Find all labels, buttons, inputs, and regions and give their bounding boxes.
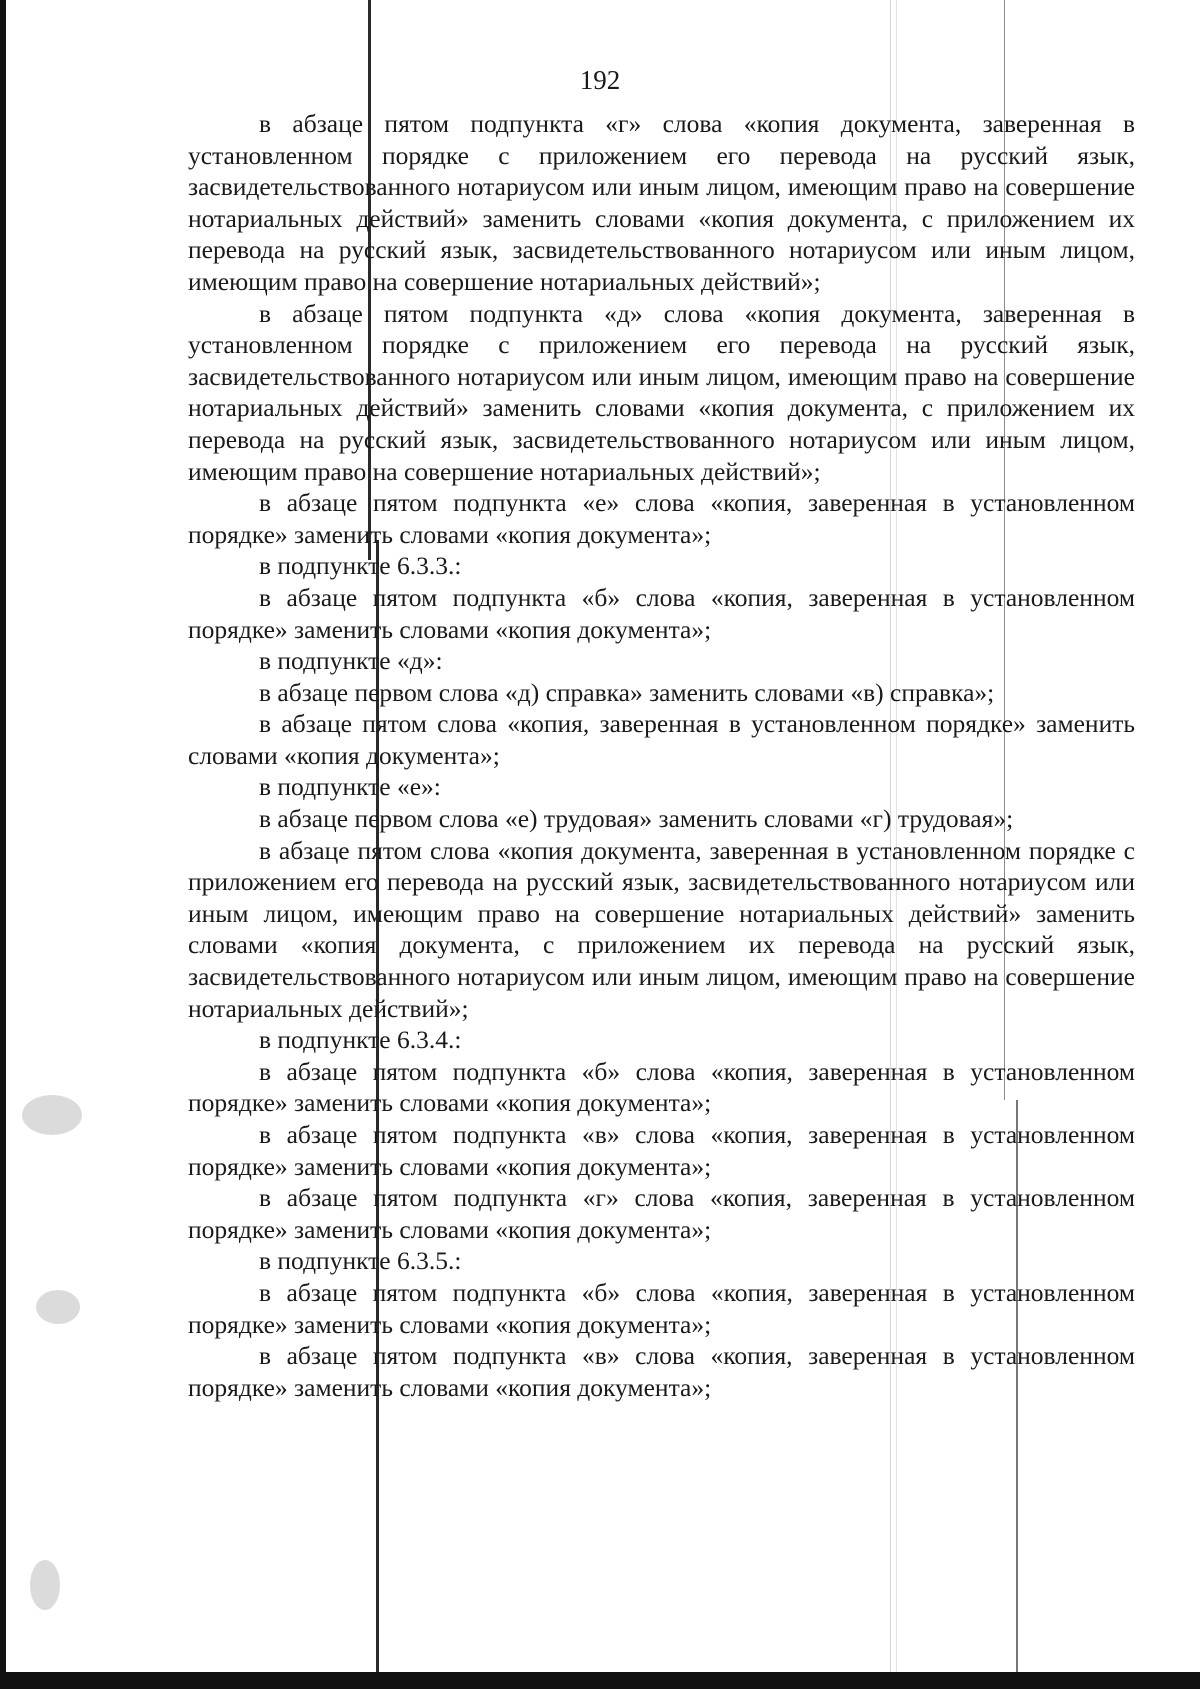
paragraph: в абзаце пятом слова «копия, заверенная в установленном порядке» заменить словами «копия документа»; <box>188 709 1135 770</box>
paragraph: в подпункте 6.3.5.: <box>259 1246 462 1276</box>
paragraph: в абзаце пятом слова «копия документа, заверенная в установленном порядке с приложением его перевода на русский язык, засвидетельствованного нотариусом или иным лицом, имеющим право на совершение нотариальных действий» заменить словами «копия документа, с приложением их перевода на русский язык, засвидетельствованного нотариусом или иным лицом, имеющим право на совершение нотариальных действий»; <box>188 835 1135 1023</box>
paragraph: в абзаце пятом подпункта «б» слова «копия, заверенная в установленном порядке» заменить словами «копия документа»; <box>188 1056 1135 1118</box>
paragraph: в абзаце пятом подпункта «г» слова «копия, заверенная в установленном порядке» заменить словами «копия документа»; <box>188 1183 1135 1244</box>
paragraph: в абзаце первом слова «е) трудовая» заменить словами «г) трудовая»; <box>259 804 1014 834</box>
paragraph: в подпункте «д»: <box>259 646 443 676</box>
scan-edge-bottom <box>0 1672 1200 1689</box>
document-body <box>188 108 1135 1403</box>
paragraph: в абзаце пятом подпункта «д» слова «копия документа, заверенная в установленном порядке с приложением его перевода на русский язык, засвидетельствованного нотариусом или иным лицом, имеющим право на совершение нотариальных действий» заменить словами «копия документа, с приложением их перевода на русский язык, засвидетельствованного нотариусом или иным лицом, имеющим право на совершение нотариальных действий»; <box>188 298 1135 486</box>
paragraph: в абзаце первом слова «д) справка» заменить словами «в) справка»; <box>259 677 995 707</box>
paragraph: в абзаце пятом подпункта «г» слова «копия документа, заверенная в установленном порядке с приложением его перевода на русский язык, засвидетельствованного нотариусом или иным лицом, имеющим право на совершение нотариальных действий» заменить словами «копия документа, с приложением их перевода на русский язык, засвидетельствованного нотариусом или иным лицом, имеющим право на совершение нотариальных действий»; <box>188 109 1135 296</box>
paragraph: в подпункте 6.3.4.: <box>259 1025 462 1055</box>
paragraph: в абзаце пятом подпункта «е» слова «копия, заверенная в установленном порядке» заменить словами «копия документа»; <box>188 488 1135 549</box>
scan-speckle <box>22 1095 82 1135</box>
scan-speckle <box>36 1290 80 1324</box>
paragraph: в абзаце пятом подпункта «б» слова «копия, заверенная в установленном порядке» заменить словами «копия документа»; <box>188 1277 1135 1339</box>
page-number: 192 <box>579 65 621 95</box>
paragraph: в абзаце пятом подпункта «в» слова «копия, заверенная в установленном порядке» заменить словами «копия документа»; <box>188 1120 1135 1181</box>
scan-speckle <box>30 1560 60 1610</box>
paragraph: в абзаце пятом подпункта «б» слова «копия, заверенная в установленном порядке» заменить словами «копия документа»; <box>188 582 1135 644</box>
paragraph: в абзаце пятом подпункта «в» слова «копия, заверенная в установленном порядке» заменить словами «копия документа»; <box>188 1341 1135 1402</box>
scan-edge-left <box>0 0 6 1672</box>
paragraph: в подпункте «е»: <box>259 772 441 802</box>
paragraph: в подпункте 6.3.3.: <box>259 551 462 581</box>
